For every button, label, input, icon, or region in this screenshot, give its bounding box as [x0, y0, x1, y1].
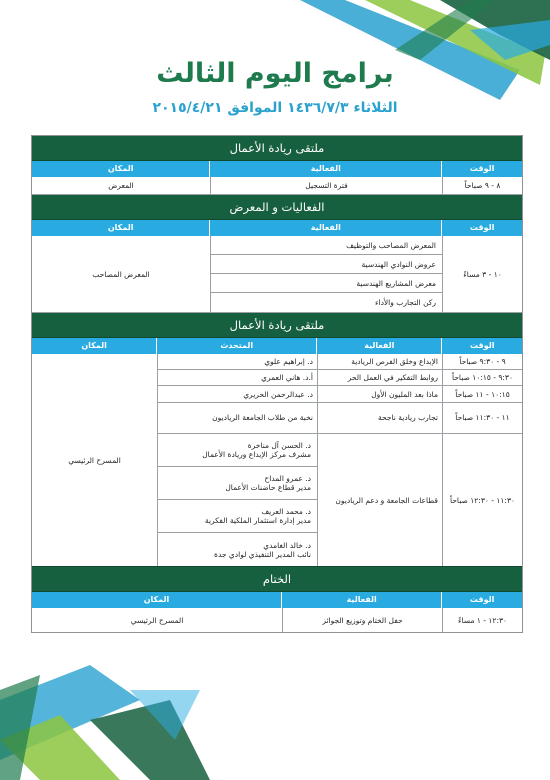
cell-speaker: نخبة من طلاب الجامعة الرياديون — [157, 403, 317, 433]
cell-activity: روابط التفكير في العمل الحر — [317, 370, 442, 385]
header-time: الوقت — [441, 161, 522, 177]
header-time: الوقت — [441, 592, 522, 608]
cell-activity: الإبداع وخلق الفرص الريادية — [317, 354, 442, 369]
cell-activity: قطاعات الجامعة و دعم الرياديون — [317, 434, 442, 566]
list-item: معرض المشاريع الهندسية — [211, 274, 442, 293]
activity-list — [210, 236, 442, 312]
speaker-name: د. محمد العريف — [261, 507, 311, 517]
table-row — [157, 370, 522, 386]
cell-time: ١١:٣٠ - ١٢:٣٠ صباحاً — [442, 434, 522, 566]
schedule-frame — [31, 135, 523, 633]
speaker-list — [157, 434, 317, 566]
page-title: برامج اليوم الثالث — [156, 58, 394, 89]
section-entrepreneurship-talks — [32, 313, 522, 566]
section-title: ملتقى ريادة الأعمال — [32, 136, 522, 161]
cell-place: المسرح الرئيسي — [68, 455, 121, 465]
cell-speaker: د. إبراهيم علوي — [157, 354, 317, 369]
section-entrepreneurship-registration — [32, 136, 522, 195]
cell-speaker: د. عبدالرحمن الحريري — [157, 386, 317, 401]
section-events-exhibition — [32, 195, 522, 313]
section-closing — [32, 566, 522, 632]
cell-place: المسرح الرئيسي — [130, 615, 184, 625]
header-place: المكان — [143, 595, 170, 604]
header-activity: الفعالية — [316, 338, 441, 354]
speaker-role: مدير قطاع حاضنات الأعمال — [225, 483, 311, 493]
cell-time: ٩:٣٠ - ١٠:١٥ صباحاً — [442, 370, 522, 385]
speaker-role: مشرف مركز الإبداع وريادة الأعمال — [202, 450, 311, 460]
section-title: ملتقى ريادة الأعمال — [32, 313, 522, 338]
list-item: ركن التجارب والأداء — [374, 298, 436, 307]
table-row — [32, 236, 522, 313]
cell-time: ٨ - ٩ صباحاً — [442, 177, 522, 194]
table-header — [32, 161, 522, 177]
list-item — [158, 533, 317, 566]
header-activity: الفعالية — [281, 592, 441, 608]
cell-time: ٩ - ٩:٣٠ صباحاً — [442, 354, 522, 369]
speaker-role: مدير إدارة استثمار الملكية الفكرية — [204, 516, 311, 526]
section-title: الفعاليات و المعرض — [32, 195, 522, 220]
header-place: المكان — [107, 223, 134, 232]
list-item — [158, 467, 317, 500]
table-header — [32, 220, 522, 236]
cell-activity: ماذا بعد المليون الأول — [317, 386, 442, 401]
table-header — [32, 338, 522, 354]
cell-time: ١٠ - ٣ مساءً — [442, 236, 522, 312]
table-row — [157, 403, 522, 434]
table-row — [157, 386, 522, 402]
speaker-name: د. خالد الغامدي — [263, 540, 311, 550]
table-row — [32, 608, 522, 632]
cell-activity: تجارب ريادية ناجحة — [317, 403, 442, 433]
header-place: المكان — [81, 341, 107, 350]
cell-time: ١٢:٣٠ - ١ مساءً — [442, 608, 522, 632]
list-item — [158, 434, 317, 467]
cell-activity: فترة التسجيل — [210, 177, 442, 194]
table-row — [157, 434, 522, 566]
header-activity: الفعالية — [209, 220, 441, 236]
cell-activity: حفل الختام وتوزيع الجوائز — [282, 608, 442, 632]
cell-time: ١٠:١٥ - ١١ صباحاً — [442, 386, 522, 401]
page-subtitle-date: الثلاثاء ١٤٣٦/٧/٣ الموافق ٢٠١٥/٤/٢١ — [152, 100, 398, 116]
cell-speaker: أ.د. هاني العمري — [157, 370, 317, 385]
section-title: الختام — [32, 566, 522, 592]
cell-place: المعرض المصاحب — [92, 269, 150, 279]
table-row — [157, 354, 522, 370]
speaker-name: د. الحسن آل مناخرة — [247, 441, 311, 451]
cell-time: ١١ - ١١:٣٠ صباحاً — [442, 403, 522, 433]
list-item — [158, 500, 317, 533]
speaker-role: نائب المدير التنفيذي لوادي جدة — [214, 549, 311, 559]
table-row — [32, 177, 522, 195]
header-speaker: المتحدث — [156, 338, 316, 354]
speaker-name: د. عمرو المداح — [264, 474, 311, 484]
cell-place: المعرض — [108, 181, 134, 190]
table-header — [32, 592, 522, 608]
header-activity: الفعالية — [209, 161, 441, 177]
list-item: عروض النوادي الهندسية — [211, 255, 442, 274]
header-time: الوقت — [441, 220, 522, 236]
list-item: المعرض المصاحب والتوظيف — [211, 236, 442, 255]
talks-rows — [157, 354, 522, 566]
talks-body — [32, 354, 522, 566]
header-time: الوقت — [441, 338, 522, 354]
header-place: المكان — [107, 164, 134, 173]
